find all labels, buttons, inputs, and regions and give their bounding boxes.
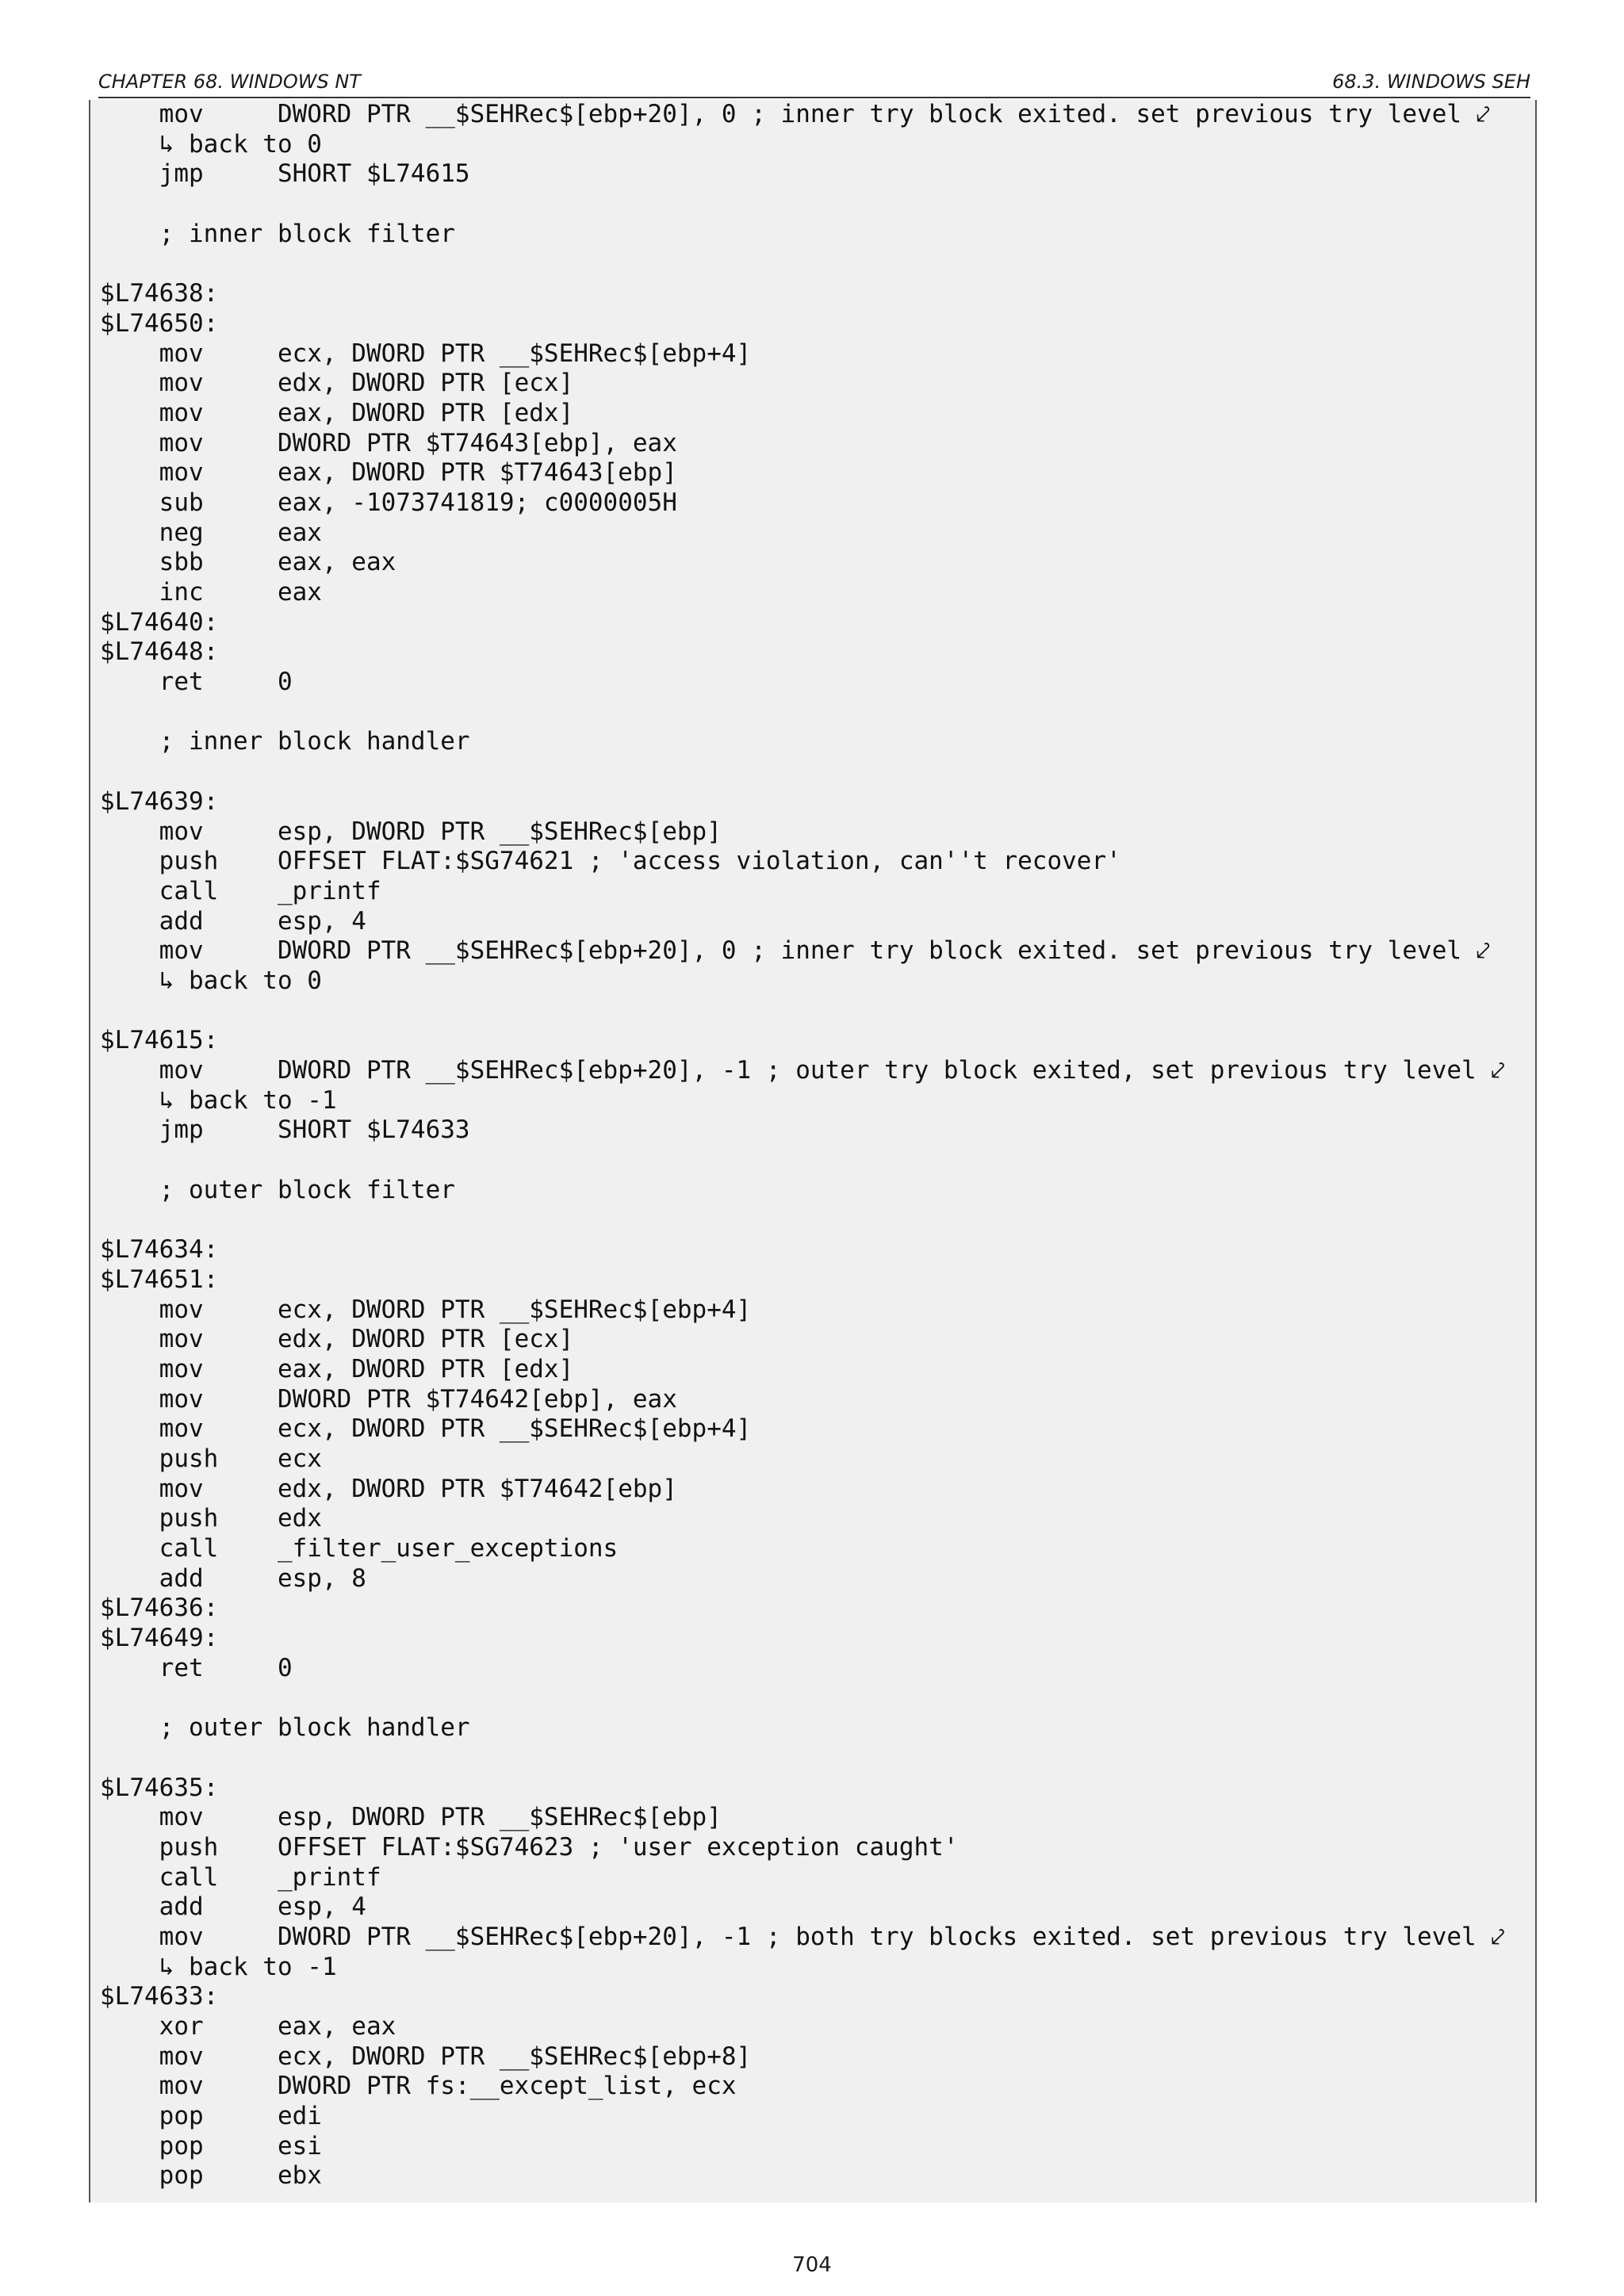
code-line: $L74639: <box>100 786 219 816</box>
code-line: mov ecx, DWORD PTR __$SEHRec$[ebp+4] <box>100 1295 752 1324</box>
code-line: $L74634: <box>100 1235 219 1265</box>
code-listing <box>100 100 1505 2191</box>
code-listing-box <box>89 100 1537 2202</box>
code-line: jmp SHORT $L74615 <box>100 159 470 189</box>
code-line <box>100 249 1505 279</box>
code-line: pop esi <box>100 2131 322 2160</box>
code-line: push ecx <box>100 1444 322 1473</box>
code-line: $L74638: <box>100 279 219 308</box>
code-line: inc eax <box>100 578 322 607</box>
code-line <box>100 1205 1505 1235</box>
code-line: mov DWORD PTR $T74643[ebp], eax <box>100 428 677 457</box>
code-line: sbb eax, eax <box>100 548 396 577</box>
code-line: add esp, 4 <box>100 1892 366 1922</box>
code-line <box>100 698 1505 728</box>
code-line: jmp SHORT $L74633 <box>100 1115 470 1145</box>
code-line: ret 0 <box>100 668 293 697</box>
code-line: mov edx, DWORD PTR $T74642[ebp] <box>100 1474 677 1503</box>
code-line: $L74633: <box>100 1982 219 2011</box>
code-line: $L74635: <box>100 1773 219 1802</box>
page-number: 704 <box>792 2253 832 2277</box>
code-line: mov ecx, DWORD PTR __$SEHRec$[ebp+4] <box>100 339 752 368</box>
code-line: ; inner block handler <box>100 727 470 756</box>
code-line: $L74636: <box>100 1594 219 1623</box>
code-line: mov esp, DWORD PTR __$SEHRec$[ebp] <box>100 817 722 846</box>
code-line: $L74648: <box>100 637 219 667</box>
code-line: mov edx, DWORD PTR [ecx] <box>100 369 574 398</box>
code-line: mov edx, DWORD PTR [ecx] <box>100 1325 574 1354</box>
code-line: call _printf <box>100 1862 381 1892</box>
code-line: pop edi <box>100 2102 322 2131</box>
code-line: mov eax, DWORD PTR [edx] <box>100 398 574 427</box>
code-line <box>100 189 1505 220</box>
code-line: $L74615: <box>100 1026 219 1055</box>
code-line: $L74651: <box>100 1265 219 1294</box>
chapter-title: CHAPTER 68. WINDOWS NT <box>98 71 361 93</box>
code-line: pop ebx <box>100 2161 322 2191</box>
code-line: mov esp, DWORD PTR __$SEHRec$[ebp] <box>100 1803 722 1832</box>
code-line: push OFFSET FLAT:$SG74623 ; 'user exception caught' <box>100 1832 959 1862</box>
code-line <box>100 1146 1505 1176</box>
code-line <box>100 997 1505 1027</box>
section-title: 68.3. WINDOWS SEH <box>1332 71 1530 93</box>
code-line: mov eax, DWORD PTR $T74643[ebp] <box>100 458 677 488</box>
code-line: ; outer block handler <box>100 1713 470 1743</box>
code-line: mov ecx, DWORD PTR __$SEHRec$[ebp+4] <box>100 1414 752 1444</box>
code-line: sub eax, -1073741819; c0000005H <box>100 488 677 517</box>
code-line: ; inner block filter <box>100 219 455 248</box>
code-line: add esp, 8 <box>100 1563 366 1593</box>
code-line: $L74649: <box>100 1624 219 1653</box>
code-line: push OFFSET FLAT:$SG74621 ; 'access violation, can''t recover' <box>100 847 1121 876</box>
code-line <box>100 1743 1505 1774</box>
code-line: ↳ back to 0 <box>100 129 322 159</box>
code-line: $L74640: <box>100 607 219 637</box>
code-line <box>100 1683 1505 1713</box>
code-line: call _filter_user_exceptions <box>100 1534 619 1563</box>
code-line: add esp, 4 <box>100 906 366 936</box>
code-line: call _printf <box>100 876 381 905</box>
code-line: mov DWORD PTR fs:__except_list, ecx <box>100 2072 737 2101</box>
code-line: mov DWORD PTR __$SEHRec$[ebp+20], 0 ; inner try block exited. set previous try level ⤦ <box>100 936 1491 966</box>
code-line: mov eax, DWORD PTR [edx] <box>100 1354 574 1383</box>
code-line: xor eax, eax <box>100 2012 396 2041</box>
running-header <box>98 68 1530 98</box>
code-line: ↳ back to 0 <box>100 966 322 995</box>
code-line: push edx <box>100 1504 322 1533</box>
code-line: mov DWORD PTR __$SEHRec$[ebp+20], 0 ; inner try block exited. set previous try level ⤦ <box>100 100 1491 128</box>
code-line <box>100 757 1505 787</box>
code-line: ↳ back to -1 <box>100 1085 337 1115</box>
code-line: ; outer block filter <box>100 1175 455 1204</box>
code-line: $L74650: <box>100 308 219 338</box>
code-line: mov DWORD PTR __$SEHRec$[ebp+20], -1 ; outer try block exited, set previous try level ⤦ <box>100 1056 1505 1085</box>
code-line: ret 0 <box>100 1653 293 1682</box>
code-line: mov DWORD PTR __$SEHRec$[ebp+20], -1 ; both try blocks exited. set previous try level ⤦ <box>100 1922 1505 1951</box>
code-line: neg eax <box>100 518 322 547</box>
code-line: mov ecx, DWORD PTR __$SEHRec$[ebp+8] <box>100 2042 752 2071</box>
code-line: ↳ back to -1 <box>100 1952 337 1981</box>
code-line: mov DWORD PTR $T74642[ebp], eax <box>100 1384 677 1414</box>
